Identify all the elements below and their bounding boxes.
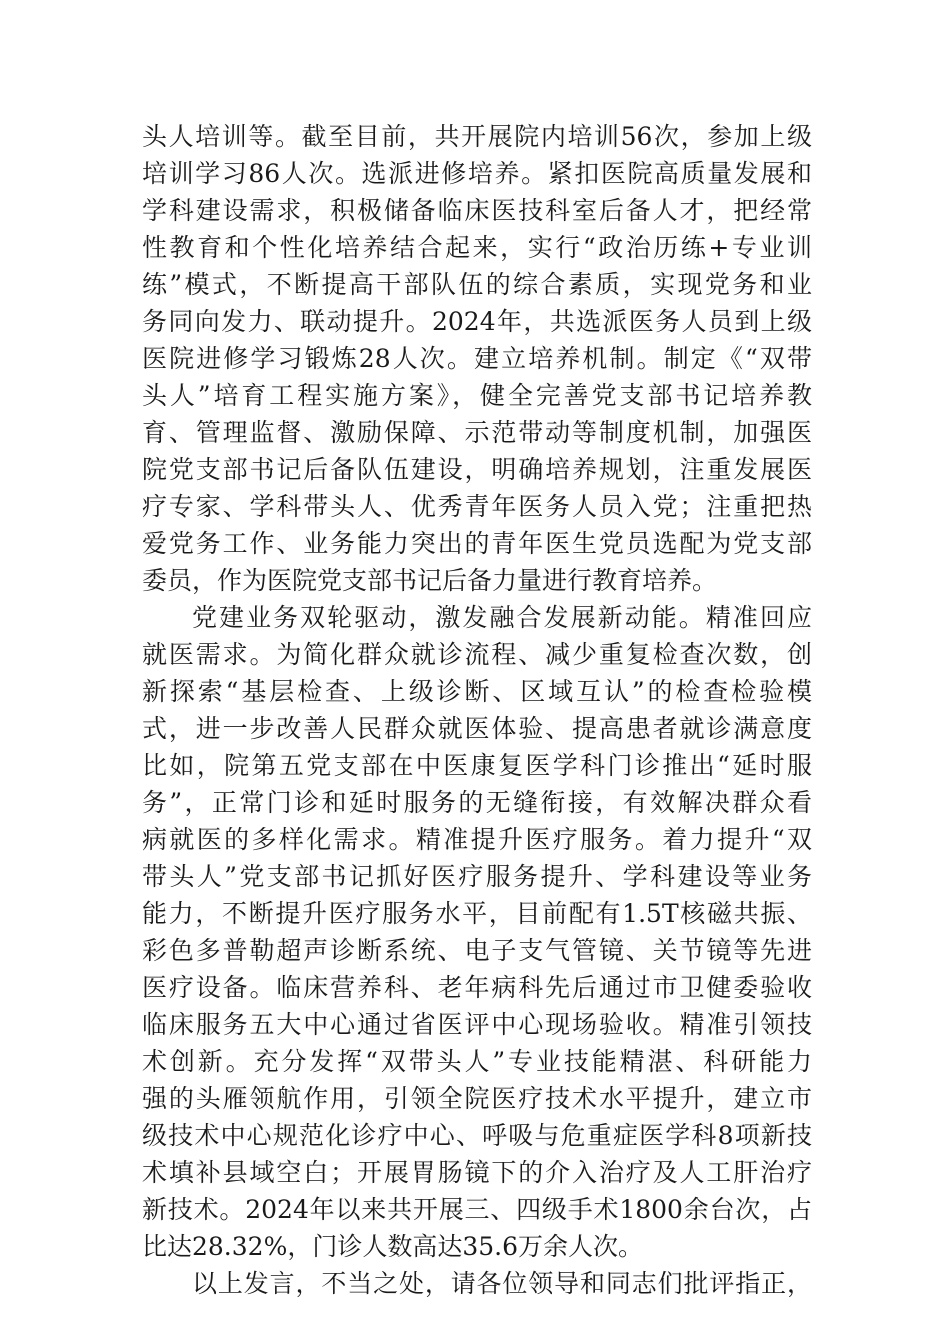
text-line: 院党支部书记后备队伍建设，明确培养规划，注重发展医: [142, 455, 812, 484]
text-line: 性教育和个性化培养结合起来，实行“政治历练+专业训: [142, 233, 812, 262]
text-line: 彩色多普勒超声诊断系统、电子支气管镜、关节镜等先进: [142, 936, 812, 965]
text-line: 培训学习86人次。选派进修培养。紧扣医院高质量发展和: [142, 159, 812, 188]
text-line: 强的头雁领航作用，引领全院医疗技术水平提升，建立市: [142, 1084, 812, 1113]
text-line: 疗专家、学科带头人、优秀青年医务人员入党；注重把热: [142, 492, 812, 521]
text-line: 术填补县域空白；开展胃肠镜下的介入治疗及人工肝治疗: [142, 1158, 812, 1187]
text-line: 党建业务双轮驱动，激发融合发展新动能。精准回应: [192, 603, 812, 632]
text-line: 能力，不断提升医疗服务水平，目前配有1.5T核磁共振、: [142, 899, 812, 928]
text-line: 练”模式，不断提高干部队伍的综合素质，实现党务和业: [142, 270, 812, 299]
text-line: 级技术中心规范化诊疗中心、呼吸与危重症医学科8项新技: [142, 1121, 812, 1150]
text-line: 医疗设备。临床营养科、老年病科先后通过市卫健委验收: [142, 973, 812, 1002]
text-line: 头人”培育工程实施方案》，健全完善党支部书记培养教: [142, 381, 812, 410]
text-line: 委员，作为医院党支部书记后备力量进行教育培养。: [142, 566, 718, 595]
text-line: 学科建设需求，积极储备临床医技科室后备人才，把经常: [142, 196, 812, 225]
text-line: 比达28.32%，门诊人数高达35.6万余人次。: [142, 1232, 643, 1261]
document-body-text: [142, 118, 812, 1302]
text-line: 病就医的多样化需求。精准提升医疗服务。着力提升“双: [142, 825, 812, 854]
text-line: 比如，院第五党支部在中医康复医学科门诊推出“延时服: [142, 751, 812, 780]
text-line: 式，进一步改善人民群众就医体验、提高患者就诊满意度: [142, 714, 812, 743]
text-line: 医院进修学习锻炼28人次。建立培养机制。制定《“双带: [142, 344, 812, 373]
text-line: 务同向发力、联动提升。2024年，共选派医务人员到上级: [142, 307, 812, 336]
text-line: 术创新。充分发挥“双带头人”专业技能精湛、科研能力: [142, 1047, 812, 1076]
text-line: 新技术。2024年以来共开展三、四级手术1800余台次，占: [142, 1195, 812, 1224]
text-line: 育、管理监督、激励保障、示范带动等制度机制，加强医: [142, 418, 812, 447]
text-line: 头人培训等。截至目前，共开展院内培训56次，参加上级: [142, 122, 812, 151]
text-line: 爱党务工作、业务能力突出的青年医生党员选配为党支部: [142, 529, 812, 558]
text-line: 务”，正常门诊和延时服务的无缝衔接，有效解决群众看: [142, 788, 812, 817]
text-line: 临床服务五大中心通过省医评中心现场验收。精准引领技: [142, 1010, 812, 1039]
text-line: 以上发言，不当之处，请各位领导和同志们批评指正，: [192, 1269, 812, 1298]
text-line: 新探索“基层检查、上级诊断、区域互认”的检查检验模: [142, 677, 812, 706]
text-line: 带头人”党支部书记抓好医疗服务提升、学科建设等业务: [142, 862, 812, 891]
text-line: 就医需求。为简化群众就诊流程、减少重复检查次数，创: [142, 640, 812, 669]
